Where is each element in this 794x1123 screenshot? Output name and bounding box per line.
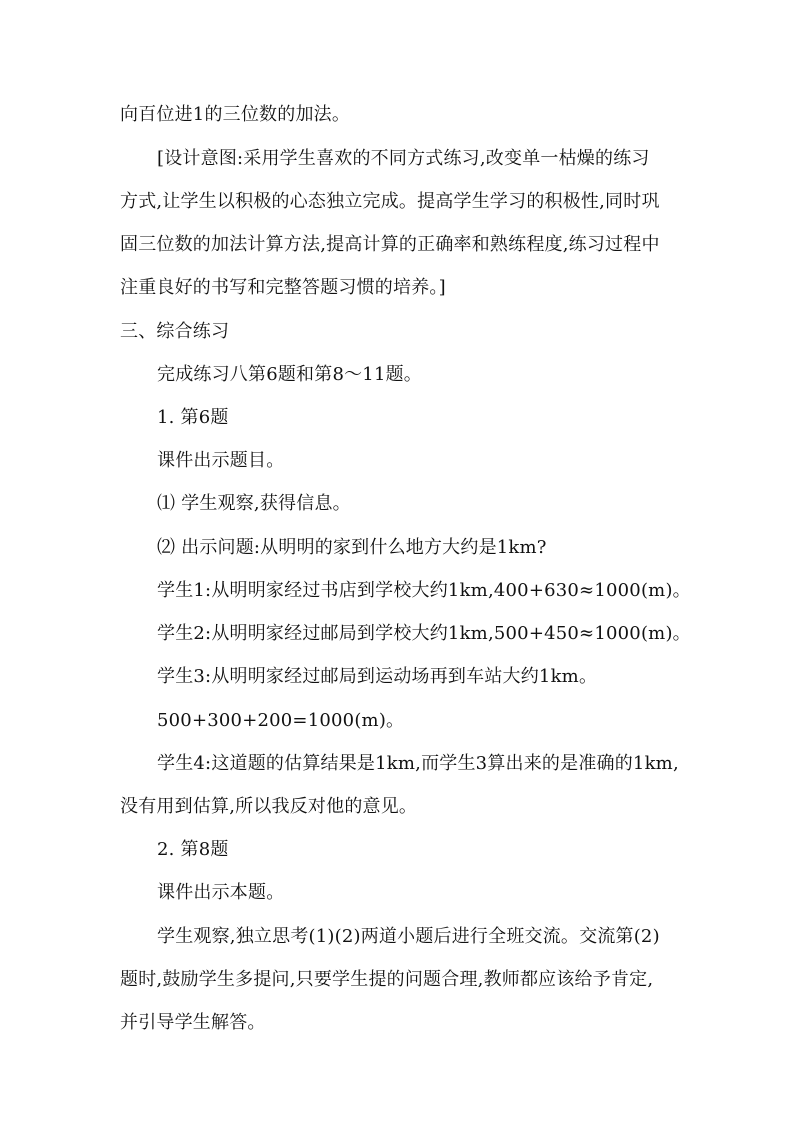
student-answer-line: 学生1:从明明家经过书店到学校大约1km,400+630≈1000(m)。	[157, 580, 691, 601]
student-answer-line: 学生4:这道题的估算结果是1km,而学生3算出来的是准确的1km,	[157, 753, 679, 774]
paragraph-line: 完成练习八第6题和第8～11题。	[157, 364, 423, 385]
calculation-line: 500+300+200=1000(m)。	[157, 710, 405, 731]
student-answer-line: 没有用到估算,所以我反对他的意见。	[120, 796, 418, 817]
paragraph-line: 课件出示本题。	[157, 882, 285, 903]
paragraph-line: 向百位进1的三位数的加法。	[120, 104, 351, 125]
paragraph-line: ⑵ 出示问题:从明明的家到什么地方大约是1km?	[157, 537, 547, 558]
paragraph-line: 并引导学生解答。	[120, 1012, 266, 1033]
design-intent-line: [设计意图:采用学生喜欢的不同方式练习,改变单一枯燥的练习	[157, 148, 650, 169]
student-answer-line: 学生2:从明明家经过邮局到学校大约1km,500+450≈1000(m)。	[157, 623, 691, 644]
design-intent-line: 方式,让学生以积极的心态独立完成。提高学生学习的积极性,同时巩	[120, 191, 660, 212]
exercise-heading: 1. 第6题	[157, 407, 229, 428]
paragraph-line: 题时,鼓励学生多提问,只要学生提的问题合理,教师都应该给予肯定,	[120, 969, 654, 990]
design-intent-line: 注重良好的书写和完整答题习惯的培养。]	[120, 277, 446, 298]
exercise-heading: 2. 第8题	[157, 839, 229, 860]
section-heading: 三、综合练习	[120, 321, 230, 342]
paragraph-line: 学生观察,独立思考(1)(2)两道小题后进行全班交流。交流第(2)	[157, 926, 660, 947]
design-intent-line: 固三位数的加法计算方法,提高计算的正确率和熟练程度,练习过程中	[120, 234, 660, 255]
paragraph-line: ⑴ 学生观察,获得信息。	[157, 493, 351, 514]
paragraph-line: 课件出示题目。	[157, 450, 285, 471]
student-answer-line: 学生3:从明明家经过邮局到运动场再到车站大约1km。	[157, 666, 598, 687]
